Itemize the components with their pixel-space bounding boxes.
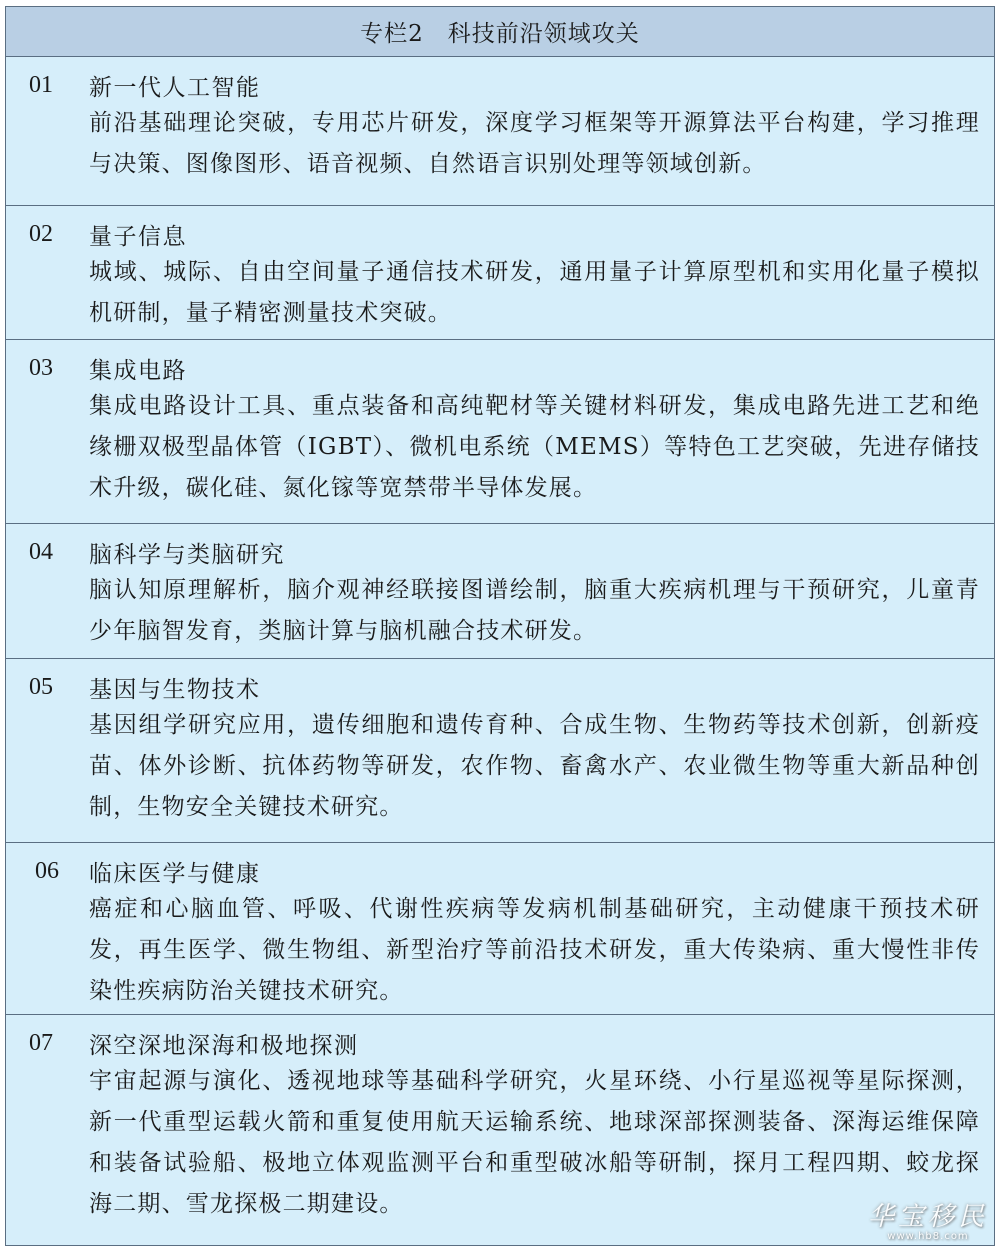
box-title-bar xyxy=(6,7,994,57)
section-body: 前沿基础理论突破，专用芯片研发，深度学习框架等开源算法平台构建，学习推理与决策、图像图形、语音视频、自然语言识别处理等领域创新。 xyxy=(89,110,980,177)
section-body: 宇宙起源与演化、透视地球等基础科学研究，火星环绕、小行星巡视等星际探测，新一代重型运载火箭和重复使用航天运输系统、地球深部探测装备、深海运维保障和装备试验船、极地立体观监测平台和重型破冰船等研制，探月工程四期、蛟龙探海二期、雪龙探极二期建设。 xyxy=(89,1068,980,1217)
section-number: 01 xyxy=(29,71,53,98)
section-number: 05 xyxy=(29,673,53,700)
box-title: 专栏2 科技前沿领域攻关 xyxy=(360,21,640,47)
section-title: 量子信息 xyxy=(89,223,187,250)
section-header xyxy=(29,350,980,386)
section-title: 脑科学与类脑研究 xyxy=(89,541,285,568)
section-number: 03 xyxy=(29,354,53,381)
section-body: 脑认知原理解析，脑介观神经联接图谱绘制，脑重大疾病机理与干预研究，儿童青少年脑智发育，类脑计算与脑机融合技术研发。 xyxy=(89,577,980,644)
section-ai xyxy=(6,57,994,206)
section-number: 07 xyxy=(29,1029,53,1056)
section-title: 基因与生物技术 xyxy=(89,676,261,703)
section-title: 集成电路 xyxy=(89,357,187,384)
section-body: 癌症和心脑血管、呼吸、代谢性疾病等发病机制基础研究，主动健康干预技术研发，再生医学、微生物组、新型治疗等前沿技术研发，重大传染病、重大慢性非传染性疾病防治关键技术研究。 xyxy=(89,896,980,1004)
section-integrated-circuits xyxy=(6,340,994,524)
section-number: 06 xyxy=(35,857,59,884)
section-header xyxy=(29,853,980,889)
section-body: 基因组学研究应用，遗传细胞和遗传育种、合成生物、生物药等技术创新，创新疫苗、体外诊断、抗体药物等研发，农作物、畜禽水产、农业微生物等重大新品种创制，生物安全关键技术研究。 xyxy=(89,712,980,820)
section-brain-science xyxy=(6,524,994,659)
section-quantum xyxy=(6,206,994,340)
section-body: 集成电路设计工具、重点装备和高纯靶材等关键材料研发，集成电路先进工艺和绝缘栅双极型晶体管（IGBT）、微机电系统（MEMS）等特色工艺突破，先进存储技术升级，碳化硅、氮化镓等宽禁带半导体发展。 xyxy=(89,393,980,501)
section-clinical-medicine xyxy=(6,843,994,1015)
section-genetics-biotech xyxy=(6,659,994,843)
section-body: 城域、城际、自由空间量子通信技术研发，通用量子计算原型机和实用化量子模拟机研制，量子精密测量技术突破。 xyxy=(89,259,980,326)
section-header xyxy=(29,1025,980,1061)
feature-box-panel xyxy=(5,6,995,1246)
section-header xyxy=(29,534,980,570)
section-number: 02 xyxy=(29,220,53,247)
section-header xyxy=(29,669,980,705)
section-deep-exploration xyxy=(6,1015,994,1245)
watermark-text: 华宝移民 xyxy=(867,1202,988,1232)
section-title: 深空深地深海和极地探测 xyxy=(89,1032,359,1059)
section-number: 04 xyxy=(29,538,53,565)
section-header xyxy=(29,216,980,252)
section-title: 新一代人工智能 xyxy=(89,74,261,101)
section-title: 临床医学与健康 xyxy=(89,860,261,887)
watermark-url: www.hb8.com xyxy=(887,1231,969,1242)
section-header xyxy=(29,67,980,103)
watermark-logo xyxy=(868,1203,988,1243)
